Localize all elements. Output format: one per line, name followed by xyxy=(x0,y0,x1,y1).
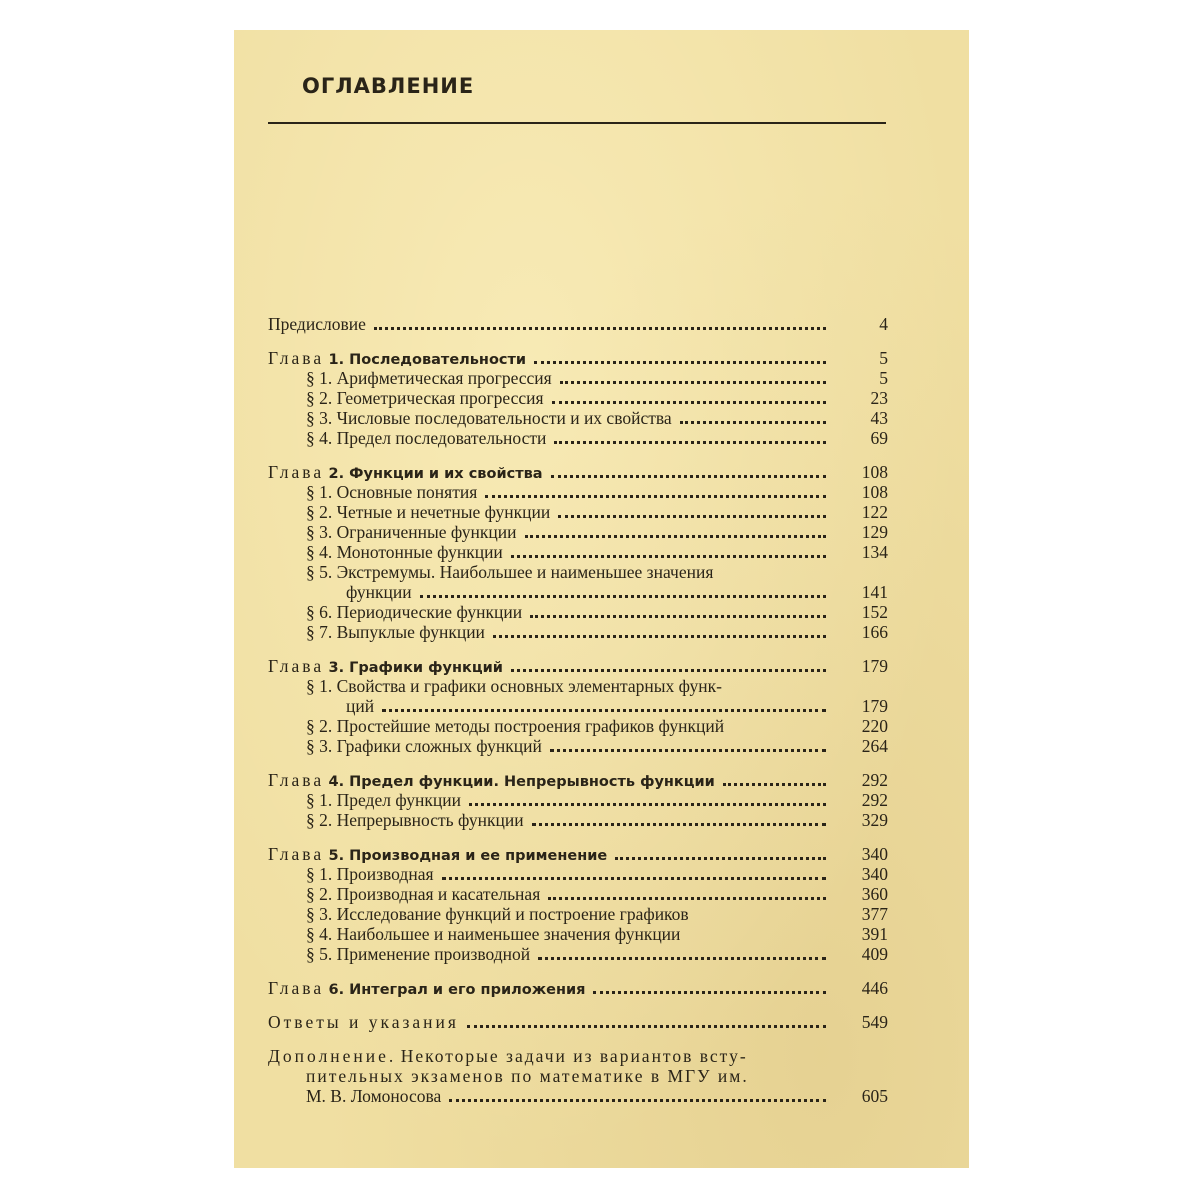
chapter-word: Глава xyxy=(268,978,325,998)
toc-appendix-continuation[interactable] xyxy=(268,1086,888,1106)
toc-label: § 1. Арифметическая прогрессия xyxy=(306,368,552,388)
toc-section[interactable] xyxy=(268,482,888,502)
dot-leader xyxy=(374,327,826,330)
toc-page: 4 xyxy=(879,314,888,334)
toc-section[interactable] xyxy=(268,904,888,924)
toc-label: функции xyxy=(346,582,412,602)
toc-label: Ответы и указания xyxy=(268,1012,459,1032)
toc-label: § 3. Графики сложных функций xyxy=(306,736,542,756)
toc-page: 360 xyxy=(861,884,888,904)
toc-page: 549 xyxy=(861,1012,888,1032)
dot-leader xyxy=(552,401,826,404)
toc-section-continuation[interactable] xyxy=(268,582,888,602)
toc-page: 292 xyxy=(861,790,888,810)
dot-leader xyxy=(420,595,826,598)
toc-page: 220 xyxy=(861,716,888,736)
toc-chapter-6[interactable] xyxy=(268,978,888,998)
dot-leader xyxy=(680,421,826,424)
chapter-word: Глава xyxy=(268,462,325,482)
toc-section[interactable] xyxy=(268,388,888,408)
book-page xyxy=(234,30,969,1168)
dot-leader xyxy=(534,361,826,364)
toc-chapter-3[interactable] xyxy=(268,656,888,676)
toc-appendix[interactable] xyxy=(268,1046,888,1066)
dot-leader xyxy=(442,877,826,880)
page-title: ОГЛАВЛЕНИЕ xyxy=(302,74,475,98)
toc-section[interactable] xyxy=(268,736,888,756)
toc-label: § 5. Применение производной xyxy=(306,944,531,964)
dot-leader xyxy=(554,441,826,444)
toc-chapter-4[interactable] xyxy=(268,770,888,790)
chapter-word: Глава xyxy=(268,844,325,864)
toc-section[interactable] xyxy=(268,522,888,542)
toc-page: 43 xyxy=(870,408,888,428)
toc-chapter-5[interactable] xyxy=(268,844,888,864)
toc-chapter-1[interactable] xyxy=(268,348,888,368)
toc-section[interactable] xyxy=(268,408,888,428)
dot-leader xyxy=(548,897,826,900)
dot-leader xyxy=(615,857,826,860)
toc-section[interactable] xyxy=(268,884,888,904)
dot-leader xyxy=(485,495,826,498)
toc-page: 129 xyxy=(861,522,888,542)
toc-section[interactable] xyxy=(268,716,888,736)
toc-label: § 2. Простейшие методы построения графиков функций xyxy=(306,716,725,736)
dot-leader xyxy=(449,1099,826,1102)
toc-page: 141 xyxy=(861,582,888,602)
toc-label: § 2. Четные и нечетные функции xyxy=(306,502,551,522)
chapter-title: 6. Интеграл и его приложения xyxy=(328,982,586,998)
toc-page: 391 xyxy=(861,924,888,944)
toc-label: ций xyxy=(346,696,375,716)
toc-label: § 1. Производная xyxy=(306,864,434,884)
chapter-word: Глава xyxy=(268,348,325,368)
toc-section[interactable] xyxy=(268,676,888,696)
toc-page: 5 xyxy=(879,368,888,388)
chapter-word: Глава xyxy=(268,656,325,676)
toc-page: 409 xyxy=(861,944,888,964)
toc-section[interactable] xyxy=(268,502,888,522)
toc-page: 152 xyxy=(861,602,888,622)
chapter-word: Глава xyxy=(268,770,325,790)
chapter-title: 1. Последовательности xyxy=(328,352,527,368)
toc-page: 446 xyxy=(861,978,888,998)
toc-label: М. В. Ломоносова xyxy=(306,1086,442,1106)
dot-leader xyxy=(593,991,826,994)
toc-page: 377 xyxy=(861,904,888,924)
table-of-contents xyxy=(268,314,888,1106)
dot-leader xyxy=(550,749,826,752)
toc-label: § 2. Непрерывность функции xyxy=(306,810,524,830)
toc-label: § 5. Экстремумы. Наибольшее и наименьшее значения xyxy=(306,562,714,582)
dot-leader xyxy=(511,669,826,672)
toc-label: § 7. Выпуклые функции xyxy=(306,622,485,642)
toc-label: § 3. Исследование функций и построение графиков xyxy=(306,904,689,924)
dot-leader xyxy=(538,957,826,960)
toc-page: 179 xyxy=(861,656,888,676)
toc-label: Некоторые задачи из вариантов всту- xyxy=(400,1046,748,1066)
toc-page: 23 xyxy=(870,388,888,408)
dot-leader xyxy=(723,783,826,786)
appendix-word: Дополнение. xyxy=(268,1046,397,1066)
toc-page: 340 xyxy=(861,844,888,864)
toc-label: § 1. Основные понятия xyxy=(306,482,478,502)
dot-leader xyxy=(558,515,826,518)
toc-page: 292 xyxy=(861,770,888,790)
dot-leader xyxy=(382,709,826,712)
toc-section[interactable] xyxy=(268,864,888,884)
dot-leader xyxy=(560,381,826,384)
toc-section[interactable] xyxy=(268,944,888,964)
toc-page: 5 xyxy=(879,348,888,368)
toc-preface[interactable] xyxy=(268,314,888,334)
toc-section[interactable] xyxy=(268,622,888,642)
toc-answers[interactable] xyxy=(268,1012,888,1032)
toc-section[interactable] xyxy=(268,602,888,622)
toc-label: § 1. Предел функции xyxy=(306,790,461,810)
toc-label: § 3. Числовые последовательности и их свойства xyxy=(306,408,672,428)
toc-label: § 4. Монотонные функции xyxy=(306,542,503,562)
toc-section[interactable] xyxy=(268,924,888,944)
toc-page: 122 xyxy=(861,502,888,522)
toc-section[interactable] xyxy=(268,428,888,448)
toc-chapter-2[interactable] xyxy=(268,462,888,482)
toc-section-continuation[interactable] xyxy=(268,696,888,716)
chapter-title: 4. Предел функции. Непрерывность функции xyxy=(328,774,715,790)
dot-leader xyxy=(467,1025,826,1028)
dot-leader xyxy=(511,555,826,558)
chapter-title: 5. Производная и ее применение xyxy=(328,848,608,864)
toc-page: 340 xyxy=(861,864,888,884)
dot-leader xyxy=(532,823,826,826)
toc-section[interactable] xyxy=(268,368,888,388)
toc-section[interactable] xyxy=(268,810,888,830)
toc-label: § 4. Предел последовательности xyxy=(306,428,547,448)
toc-page: 69 xyxy=(870,428,888,448)
toc-section[interactable] xyxy=(268,542,888,562)
toc-label: § 2. Производная и касательная xyxy=(306,884,541,904)
toc-label: § 1. Свойства и графики основных элементарных функ- xyxy=(306,676,722,696)
dot-leader xyxy=(469,803,826,806)
toc-page: 166 xyxy=(861,622,888,642)
toc-label: § 3. Ограниченные функции xyxy=(306,522,517,542)
title-rule xyxy=(268,122,886,124)
chapter-title: 3. Графики функций xyxy=(328,660,503,676)
toc-page: 108 xyxy=(861,482,888,502)
toc-label: § 6. Периодические функции xyxy=(306,602,523,622)
toc-label: Предисловие xyxy=(268,314,366,334)
dot-leader xyxy=(525,535,826,538)
toc-page: 264 xyxy=(861,736,888,756)
toc-page: 179 xyxy=(861,696,888,716)
dot-leader xyxy=(551,475,826,478)
toc-appendix-continuation xyxy=(268,1066,888,1086)
dot-leader xyxy=(530,615,826,618)
toc-label: пительных экзаменов по математике в МГУ им. xyxy=(306,1066,749,1086)
toc-page: 329 xyxy=(861,810,888,830)
dot-leader xyxy=(493,635,826,638)
toc-section[interactable] xyxy=(268,790,888,810)
toc-page: 108 xyxy=(861,462,888,482)
toc-section[interactable] xyxy=(268,562,888,582)
chapter-title: 2. Функции и их свойства xyxy=(328,466,543,482)
toc-page: 605 xyxy=(861,1086,888,1106)
toc-label: § 4. Наибольшее и наименьшее значения функции xyxy=(306,924,681,944)
toc-page: 134 xyxy=(861,542,888,562)
toc-label: § 2. Геометрическая прогрессия xyxy=(306,388,544,408)
